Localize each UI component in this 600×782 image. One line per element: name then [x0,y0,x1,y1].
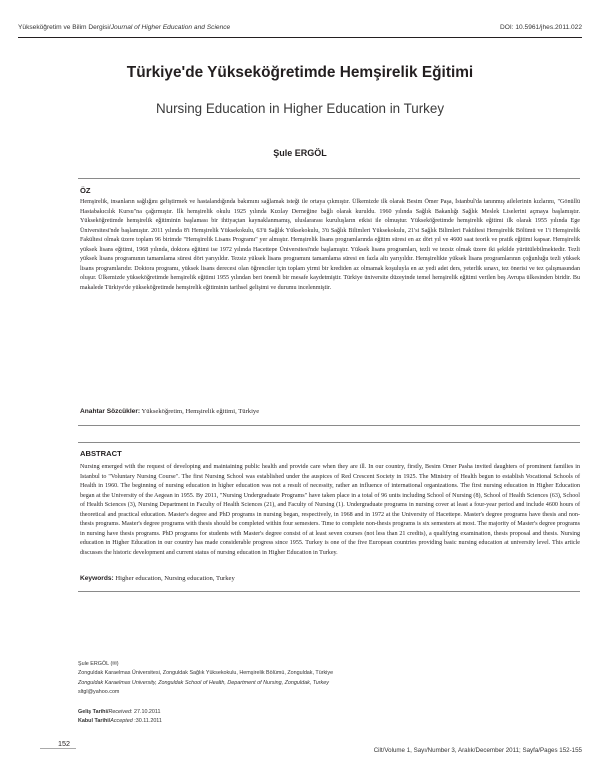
page-number: 152 [58,739,70,748]
page-number-rule [40,748,76,749]
accepted-date: Kabul Tarihi/Accepted :30.11.2011 [78,718,162,725]
author-affiliation [78,660,333,697]
oz-text: Hemşirelik, insanların sağlığını geliştirmek ve hastalandığında bakımını sağlamak isteği ile ortaya çıkmıştır. Ülkemizde ilk olarak Besim Ömer Paşa, İstanbul'da tanınmış ailelerinin kızlarını, "Gönüllü Hastabakıcılık Kursu"na çağırmıştır. İlk hemşirelik okulu 1925 yılında Kızılay Derneğine bağlı olarak kuruldu. 1960 yılında Sağlık Bakanlığı Sağlık Meslek Liselerini açmaya başlamıştır. Yükseköğretimde hemşirelik eğitiminin başlaması bir ihtiyaçtan kaynaklanmamış, uluslararası kuruluşların etkisi ile olmuştur. Yükseköğretimde hemşirelik eğitimi ilk olarak 1955 yılında Ege Üniversitesi'nde başlamıştır. 2011 yılında 8'i Hemşirelik Yüksekokulu, 63'ü Sağlık Yüksekokulu, 3'ü Sağlık Bilimleri Yüksekokulu, 21'si Sağlık Bilimleri Fakültesi Hemşirelik Bölümü ve 1'i Hemşirelik Fakültesi olmak üzere toplam 96 birimde "Hemşirelik Lisans Programı" yer almıştır. Hemşirelik lisans programlarında eğitim süresi en az dört yıl ve 4600 saat teorik ve pratik eğitimi kapsar. Hemşirelik yüksek lisans eğitimi, 1968 yılında, doktora eğitimi ise 1972 yılında Hacettepe Üniversitesi'nde başlamıştır. Yüksek lisans programları, tezli ve tezsiz olmak üzere iki şekilde yürütülebilmektedir. Tezli yüksek lisans programının tamamlama süresi dört yarıyıldır. Tezsiz yüksek lisans programını tamamlama süresi en fazla altı yarıyıldır. Hemşirelikte yüksek lisans programlarının çoğunluğu tezli yüksek lisans programlarıdır. Doktora programı, yüksek lisans derecesi olan öğrenciler için toplam yirmi bir krediden az olmamak koşuluyla en az yedi adet ders, yeterlik sınavı, tez önerisi ve tez çalışmasından oluşur. Ülkemizde yükseköğretimde hemşirelik eğitimi 1955 yılından beri önemli bir mesafe kaydetmiştir. Türkiye üniversite düzeyinde temel hemşirelik eğitimi verilen beş Avrupa ülkesinden biridir. Bu makalede Türkiye'de yükseköğretimde hemşirelik eğitiminin tarihsel gelişimi ve durumu incelenmiştir. [80,199,580,291]
affiliation-tr: Zonguldak Karaelmas Üniversitesi, Zonguldak Sağlık Yüksekokulu, Hemşirelik Bölümü, Zonguldak, Türkiye [78,670,334,677]
author-email: sltgl@yahoo.com [78,688,120,695]
abstract-keywords [80,575,580,582]
affiliation-en: Zonguldak Karaelmas University, Zonguldak School of Health, Department of Nursing, Zonguldak, Turkey [78,679,329,686]
journal-name: Yükseköğretim ve Bilim Dergisi/Journal of Higher Education and Science [18,24,231,31]
doi: DOI: 10.5961/jhes.2011.022 [500,24,582,31]
dates [78,708,162,727]
abstract-keywords-label: Keywords: [80,575,114,582]
oz-keywords-label: Anahtar Sözcükler: [80,408,141,415]
oz-heading: ÖZ [80,186,91,195]
abstract-heading: ABSTRACT [80,449,122,458]
oz-keywords [80,408,580,415]
abstract-text: Nursing emerged with the request of developing and maintaining public health and provide care when they are ill. In our country, firstly, Besim Omer Pasha invited daughters of prominent families in Istanbul to "Voluntary Nursing Course". The first Nursing School was established under the auspices of Red Crescent Society in 1925. The Ministry of Health begun to establish Vocational Schools of Health in 1960. The beginning of nursing education in higher education was not a result of necessity, rather an influence of international organizations. The first nursing education in Higher Education began at the University of the Aegean in 1955. By 2011, "Nursing Undergraduate Programs" have taken place in a total of 96 units including School of Nursing (8), School of Health Sciences (63), School of Health Sciences (3), Nursing Department in Faculty of Health Sciences (21), and Faculty of Nursing (1). Undergraduate programs in nursing cover at least a four-year period and include 4600 hours of theoretical and practical education. Master's degree and PhD programs in nursing began, respectively, in 1968 and in 1972 at the University of Hacettepe. Master's degree programs have thesis and non-thesis programs. Master's degree programs with thesis should be completed within four semesters. Time to complete non-thesis programs is six semesters at most. The majority of Master's degree programs in nursing have thesis programs. PhD programs for students with Master's degree consist of at least seven courses (not less than 21 credits), a qualifying examination, thesis proposal and thesis. Nursing education in Higher Education in our country has made considerable progress since 1955. Turkey is one of the five European countries providing basic nursing education at university level. This article discusses the historic development and current status of nursing education in Higher Education in Turkey. [80,464,580,556]
article-title-tr: Türkiye'de Yükseköğretimde Hemşirelik Eğitimi [126,64,474,81]
article-title-en: Nursing Education in Higher Education in Turkey [155,101,445,116]
received-date: Geliş Tarihi/Received: 27.10.2011 [78,709,161,715]
footer-author: Şule ERGÖL (✉) [78,661,119,667]
article-author: Şule ERGÖL [273,148,327,158]
abstract-keywords-value: Higher education, Nursing education, Turkey [115,575,235,582]
oz-section [78,178,580,426]
oz-keywords-value: Yükseköğretim, Hemşirelik eğitimi, Türkiye [141,408,260,415]
header-rule [18,37,582,38]
abstract-section [78,442,580,592]
citation: Cilt/Volume 1, Sayı/Number 3, Aralık/December 2011; Sayfa/Pages 152-155 [373,747,582,754]
